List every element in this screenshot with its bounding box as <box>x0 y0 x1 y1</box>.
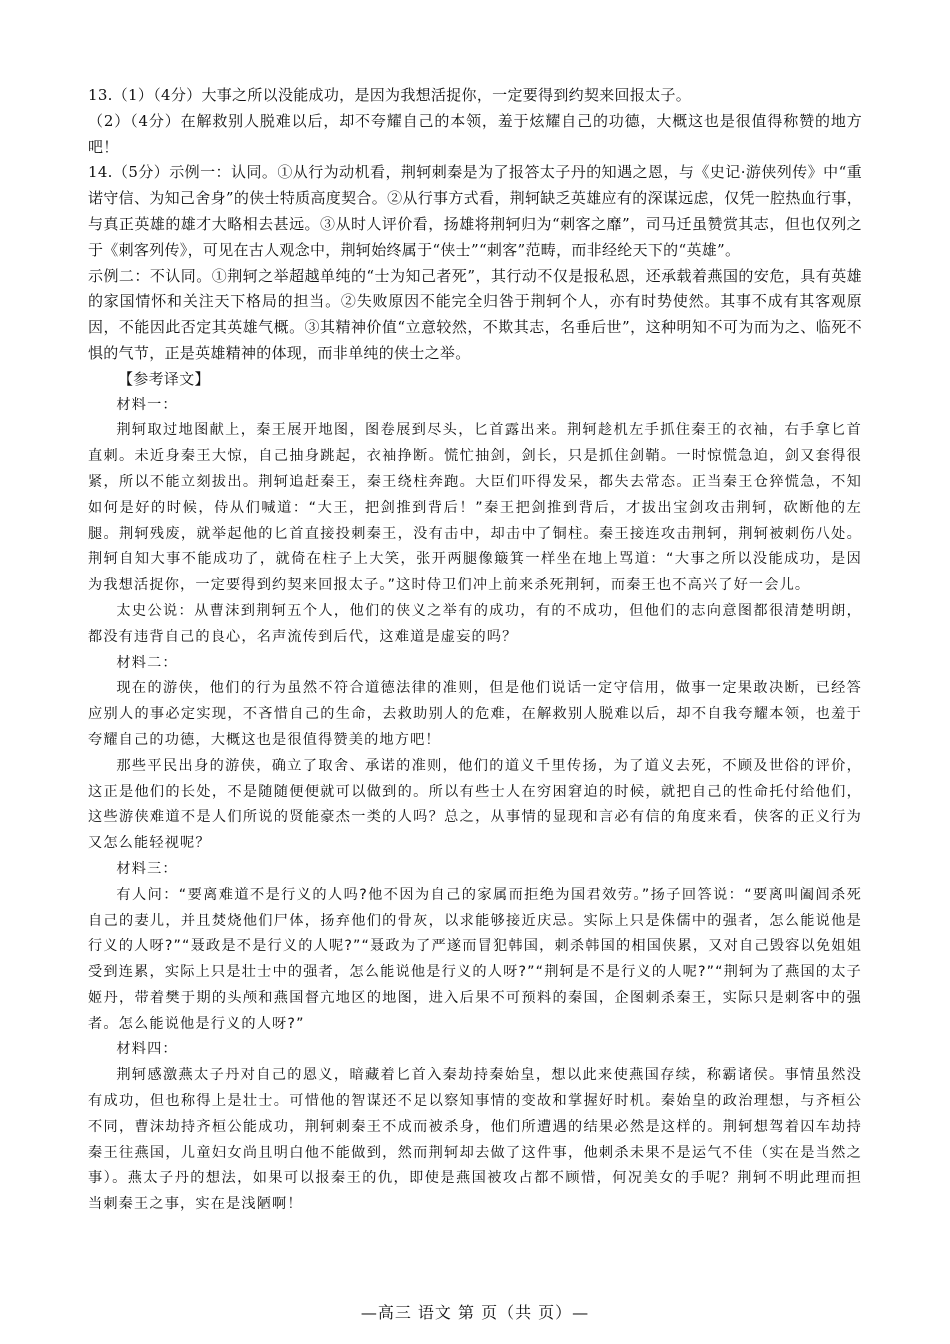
translation-heading: 【参考译文】 <box>118 369 210 388</box>
document-body <box>88 83 862 1218</box>
material-1-label: 材料一： <box>116 396 178 413</box>
material-1-paragraph-2: 太史公说：从曹沫到荆轲五个人，他们的侠义之举有的成功，有的不成功，但他们的志向意图都很清楚明朗，都没有违背自己的良心，名声流传到后代，这难道是虚妄的吗？ <box>88 602 862 645</box>
answer-14-example-2: 示例二：不认同。①荆轲之举超越单纯的“士为知己者死”，其行动不仅是报私恩，还承载着燕国的安危，具有英雄的家国情怀和关注天下格局的担当。②失败原因不能完全归咎于荆轲个人，亦有时势使然。其事不成有其客观原因，不能因此否定其英雄气概。③其精神价值“立意较然，不欺其志，名垂后世”，这种明知不可为而为之、临死不惧的气节，正是英雄精神的体现，而非单纯的侠士之举。 <box>88 266 862 362</box>
answer-13-1: 13.（1）（4分）大事之所以没能成功，是因为我想活捉你，一定要得到约契来回报太子。 <box>88 86 692 104</box>
material-3-label: 材料三： <box>116 860 178 877</box>
material-4-paragraph-1: 荆轲感激燕太子丹对自己的恩义，暗藏着匕首入秦劫持秦始皇，想以此来使燕国存续，称霸诸侯。事情虽然没有成功，但也称得上是壮士。可惜他的智谋还不足以察知事情的变故和掌握好时机。秦始皇的政治理想，与齐桓公不同，曹沫劫持齐桓公能成功，荆轲刺秦王不成而被杀身，他们所遭遇的结果必然是这样的。荆轲想驾着囚车劫持秦王往燕国，儿童妇女尚且明白他不能做到，然而荆轲却去做了这件事，他刺杀未果不是运气不佳（实在是当然之事）。燕太子丹的想法，如果可以报秦王的仇，即使是燕国被攻占都不顾惜，何况美女的手呢？荆轲不明此理而担当刺秦王之事，实在是浅陋啊！ <box>88 1067 862 1213</box>
answer-13-2: （2）（4分）在解救别人脱难以后，却不夸耀自己的本领，羞于炫耀自己的功德，大概这也是很值得称赞的地方吧！ <box>88 111 862 156</box>
material-4-label: 材料四： <box>116 1041 178 1058</box>
answer-14-example-1: 14.（5分）示例一：认同。①从行为动机看，荆轲刺秦是为了报答太子丹的知遇之恩，与《史记·游侠列传》中“重诺守信、为知己舍身”的侠士特质高度契合。②从行事方式看，荆轲缺乏英雄应有的深谋远虑，仅凭一腔热血行事，与真正英雄的雄才大略相去甚远。③从时人评价看，扬雄将荆轲归为“刺客之靡”，司马迁虽赞赏其志，但也仅列之于《刺客列传》，可见在古人观念中，荆轲始终属于“侠士”“刺客”范畴，而非经纶天下的“英雄”。 <box>88 163 862 259</box>
material-2-paragraph-1: 现在的游侠，他们的行为虽然不符合道德法律的准则，但是他们说话一定守信用，做事一定果敢决断，已经答应别人的事必定实现，不吝惜自己的生命，去救助别人的危难，在解救别人脱难以后，却不自我夸耀本领，也羞于夸耀自己的功德，大概这也是很值得赞美的地方吧！ <box>88 680 862 748</box>
material-2-label: 材料二： <box>116 654 178 671</box>
page-footer: —高三 语文 第 页（共 页）— <box>360 1303 590 1322</box>
material-1-paragraph-1: 荆轲取过地图献上，秦王展开地图，图卷展到尽头，匕首露出来。荆轲趁机左手抓住秦王的衣袖，右手拿匕首直刺。未近身秦王大惊，自己抽身跳起，衣袖挣断。慌忙抽剑，剑长，只是抓住剑鞘。一时惊慌急迫，剑又套得很紧，所以不能立刻拔出。荆轲追赶秦王，秦王绕柱奔跑。大臣们吓得发呆，都失去常态。正当秦王仓猝慌急，不知如何是好的时候，侍从们喊道：“大王，把剑推到背后！”秦王把剑推到背后，才拔出宝剑攻击荆轲，砍断他的左腿。荆轲残废，就举起他的匕首直接投刺秦王，没有击中，却击中了铜柱。秦王接连攻击荆轲，荆轲被刺伤八处。荆轲自知大事不能成功了，就倚在柱子上大笑，张开两腿像簸箕一样坐在地上骂道：“大事之所以没能成功，是因为我想活捉你，一定要得到约契来回报太子。”这时侍卫们冲上前来杀死荆轲，而秦王也不高兴了好一会儿。 <box>88 422 862 594</box>
material-3-paragraph-1: 有人问：“要离难道不是行义的人吗?他不因为自己的家属而拒绝为国君效劳。”扬子回答说：“要离叫阖闾杀死自己的妻儿，并且焚烧他们尸体，扬弃他们的骨灰，以求能够接近庆忌。实际上只是侏儒中的强者，怎么能说他是行义的人呀?”“聂政是不是行义的人呢?”“聂政为了严遂而冒犯韩国，刺杀韩国的相国侠累，又对自己毁容以免姐姐受到连累，实际上只是壮士中的强者，怎么能说他是行义的人呀?”“荆轲是不是行义的人呢?”“荆轲为了燕国的太子姬丹，带着樊于期的头颅和燕国督亢地区的地图，进入后果不可预料的秦国，企图刺杀秦王，实际只是刺客中的强者。怎么能说他是行义的人呀?” <box>88 886 862 1032</box>
material-2-paragraph-2: 那些平民出身的游侠，确立了取舍、承诺的准则，他们的道义千里传扬，为了道义去死，不顾及世俗的评价，这正是他们的长处，不是随随便便就可以做到的。所以有些士人在穷困窘迫的时候，就把自己的性命托付给他们，这些游侠难道不是人们所说的贤能豪杰一类的人吗？总之，从事情的显现和言必有信的角度来看，侠客的正义行为又怎么能轻视呢？ <box>88 757 862 852</box>
